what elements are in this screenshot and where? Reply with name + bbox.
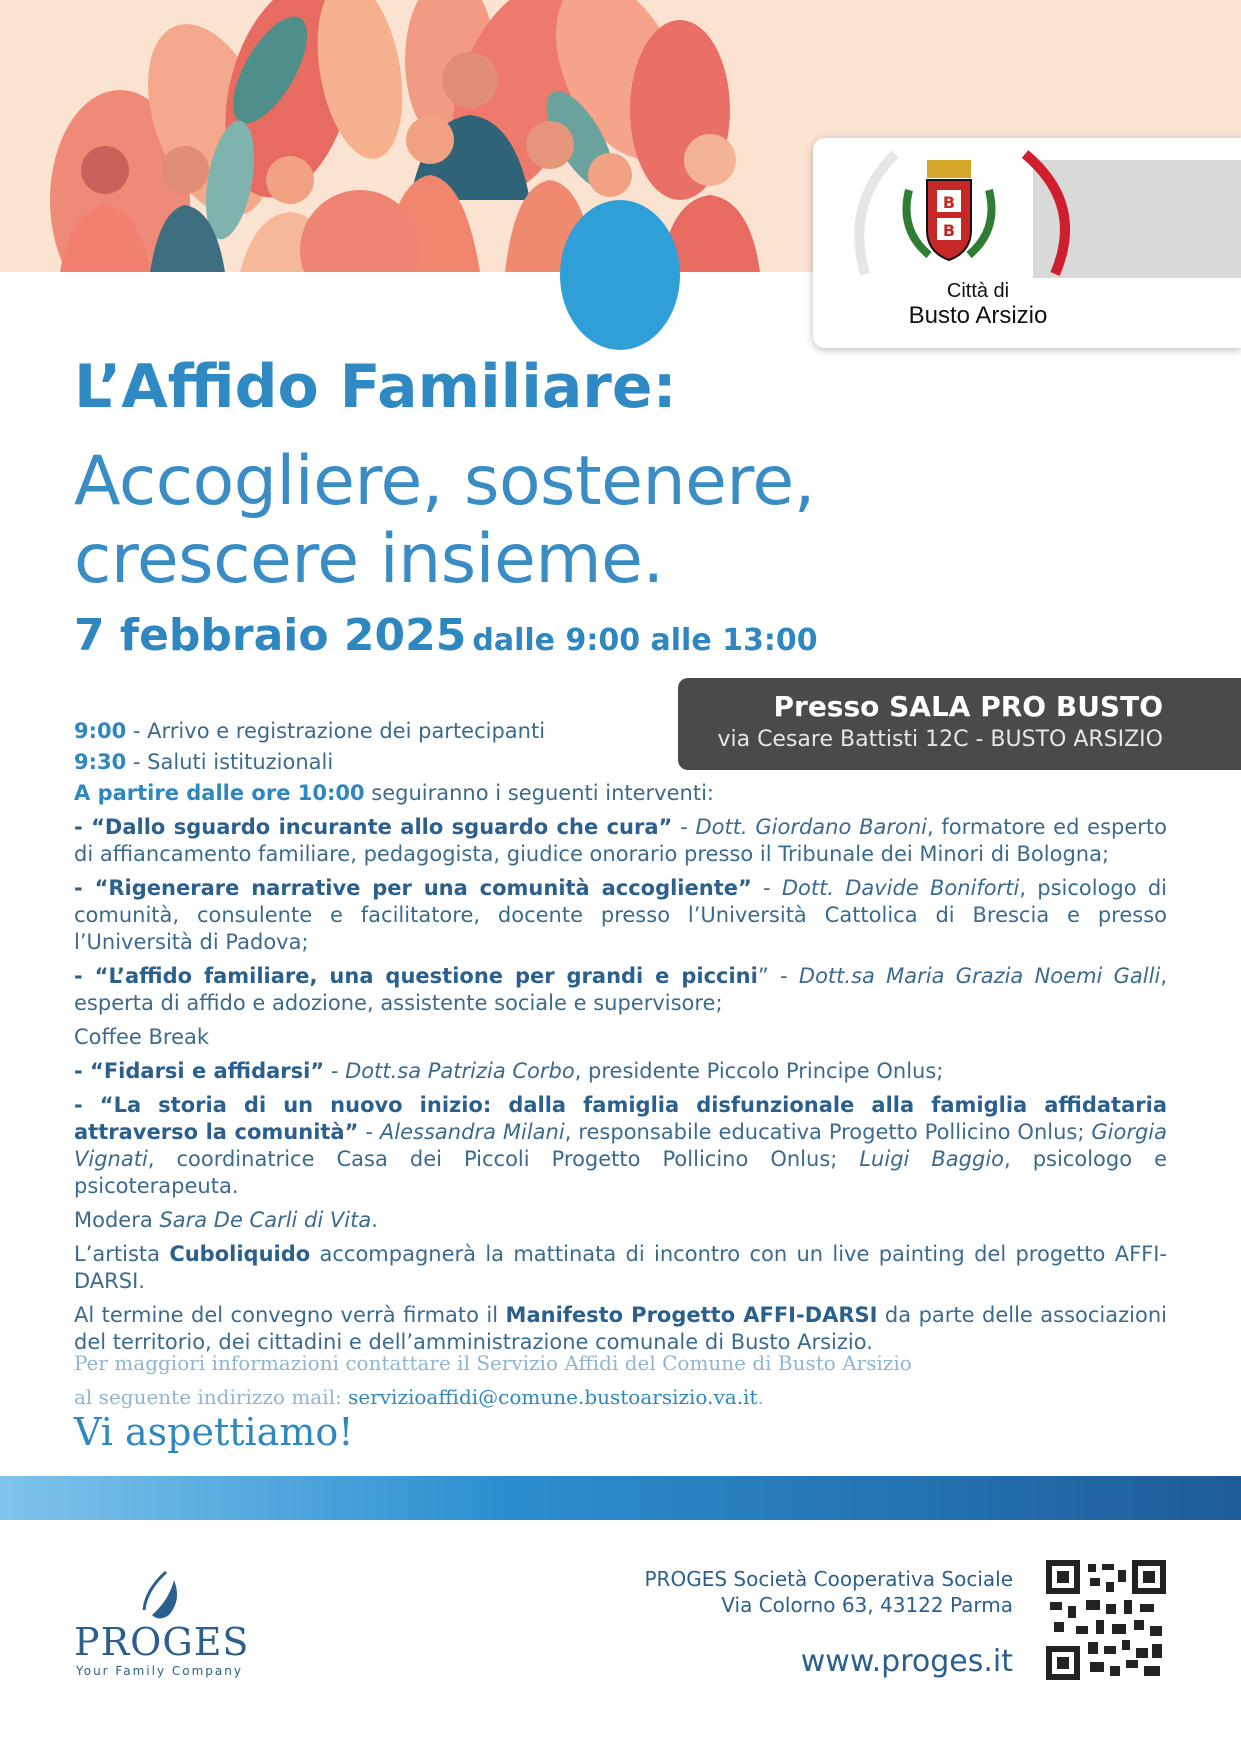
- divider-bar: [0, 1476, 1241, 1520]
- city-crest-icon: [899, 160, 999, 270]
- talk-5: - “La storia di un nuovo inizio: dalla famiglia disfunzionale alla famiglia affidataria attraverso la comunità” - Alessandra Milani, responsabile educativa Progetto Pollicino Onlus; Giorgia Vignati, coordinatrice Casa dei Piccoli Progetto Pollicino Onlus; Luigi Baggio, psicologo e psicoterapeuta.: [74, 1093, 1168, 1198]
- artist-note: L’artista Cuboliquido accompagnerà la mattinata di incontro con un live painting del progetto AFFI-DARSI.: [74, 1242, 1167, 1293]
- moderator: Modera Sara De Carli di Vita.: [74, 1208, 378, 1232]
- proges-tagline: Your Family Company: [76, 1664, 243, 1678]
- program-intro: A partire dalle ore 10:00 seguiranno i seguenti interventi:: [74, 781, 714, 805]
- contact-email-link[interactable]: servizioaffidi@comune.bustoarsizio.va.it: [348, 1385, 758, 1409]
- talk-1: - “Dallo sguardo incurante allo sguardo che cura” - Dott. Giordano Baroni, formatore ed esperto di affiancamento familiare, pedagogista, giudice onorario presso il Tribunale dei Minori di Bologna;: [74, 815, 1168, 866]
- event-day: 7 febbraio 2025: [74, 610, 467, 661]
- title-line-3: crescere insieme.: [74, 520, 664, 599]
- program-body: [74, 718, 1167, 1363]
- event-date: [74, 610, 818, 661]
- program-item-arrival: 9:00 - Arrivo e registrazione dei partecipanti: [74, 719, 546, 743]
- talk-4: - “Fidarsi e affidarsi” - Dott.sa Patrizia Corbo, presidente Piccolo Principe Onlus;: [74, 1059, 944, 1083]
- svg-text:B: B: [942, 193, 956, 212]
- proges-brand: PROGES: [74, 1620, 250, 1664]
- svg-text:B: B: [942, 221, 956, 240]
- company-address: Via Colorno 63, 43122 Parma: [721, 1593, 1013, 1617]
- city-logo-line2: Busto Arsizio: [908, 302, 1048, 329]
- decorative-blue-oval: [560, 200, 680, 350]
- city-logo-card: [813, 138, 1241, 348]
- title-line-2: Accogliere, sostenere,: [74, 442, 815, 521]
- program-item-greetings: 9:30 - Saluti istituzionali: [74, 750, 334, 774]
- coffee-break: Coffee Break: [74, 1025, 210, 1049]
- venue-name: Presso SALA PRO BUSTO: [773, 690, 1163, 723]
- logo-arcs: [835, 144, 1195, 284]
- company-name: PROGES Società Cooperativa Sociale: [644, 1567, 1013, 1591]
- contact-info: [74, 1346, 912, 1414]
- event-hours: dalle 9:00 alle 13:00: [472, 623, 818, 658]
- contact-line-2: al seguente indirizzo mail: servizioaffidi@comune.bustoarsizio.va.it.: [74, 1385, 764, 1409]
- website-link[interactable]: www.proges.it: [800, 1644, 1013, 1679]
- footer-address: [645, 1566, 1014, 1618]
- title-line-1: L’Affido Familiare:: [74, 352, 677, 422]
- qr-code-icon[interactable]: [1046, 1560, 1166, 1680]
- venue-address: via Cesare Battisti 12C - BUSTO ARSIZIO: [717, 727, 1163, 752]
- closing-text: Vi aspettiamo!: [74, 1410, 354, 1454]
- manifesto-note: Al termine del convegno verrà firmato il Manifesto Progetto AFFI-DARSI da parte delle associazioni del territorio, dei cittadini e dell’amministrazione comunale di Busto Arsizio.: [74, 1303, 1167, 1354]
- talk-2: - “Rigenerare narrative per una comunità accogliente” - Dott. Davide Boniforti, psicologo di comunità, consulente e facilitatore, docente presso l’Università Cattolica di Brescia e presso l’Università di Padova;: [74, 876, 1167, 954]
- city-logo-line1: Città di: [946, 280, 1010, 302]
- contact-line-1: Per maggiori informazioni contattare il Servizio Affidi del Comune di Busto Arsizio: [74, 1351, 912, 1375]
- talk-3: - “L’affido familiare, una questione per grandi e piccini” - Dott.sa Maria Grazia Noemi Galli, esperta di affido e adozione, assistente sociale e supervisore;: [74, 964, 1167, 1015]
